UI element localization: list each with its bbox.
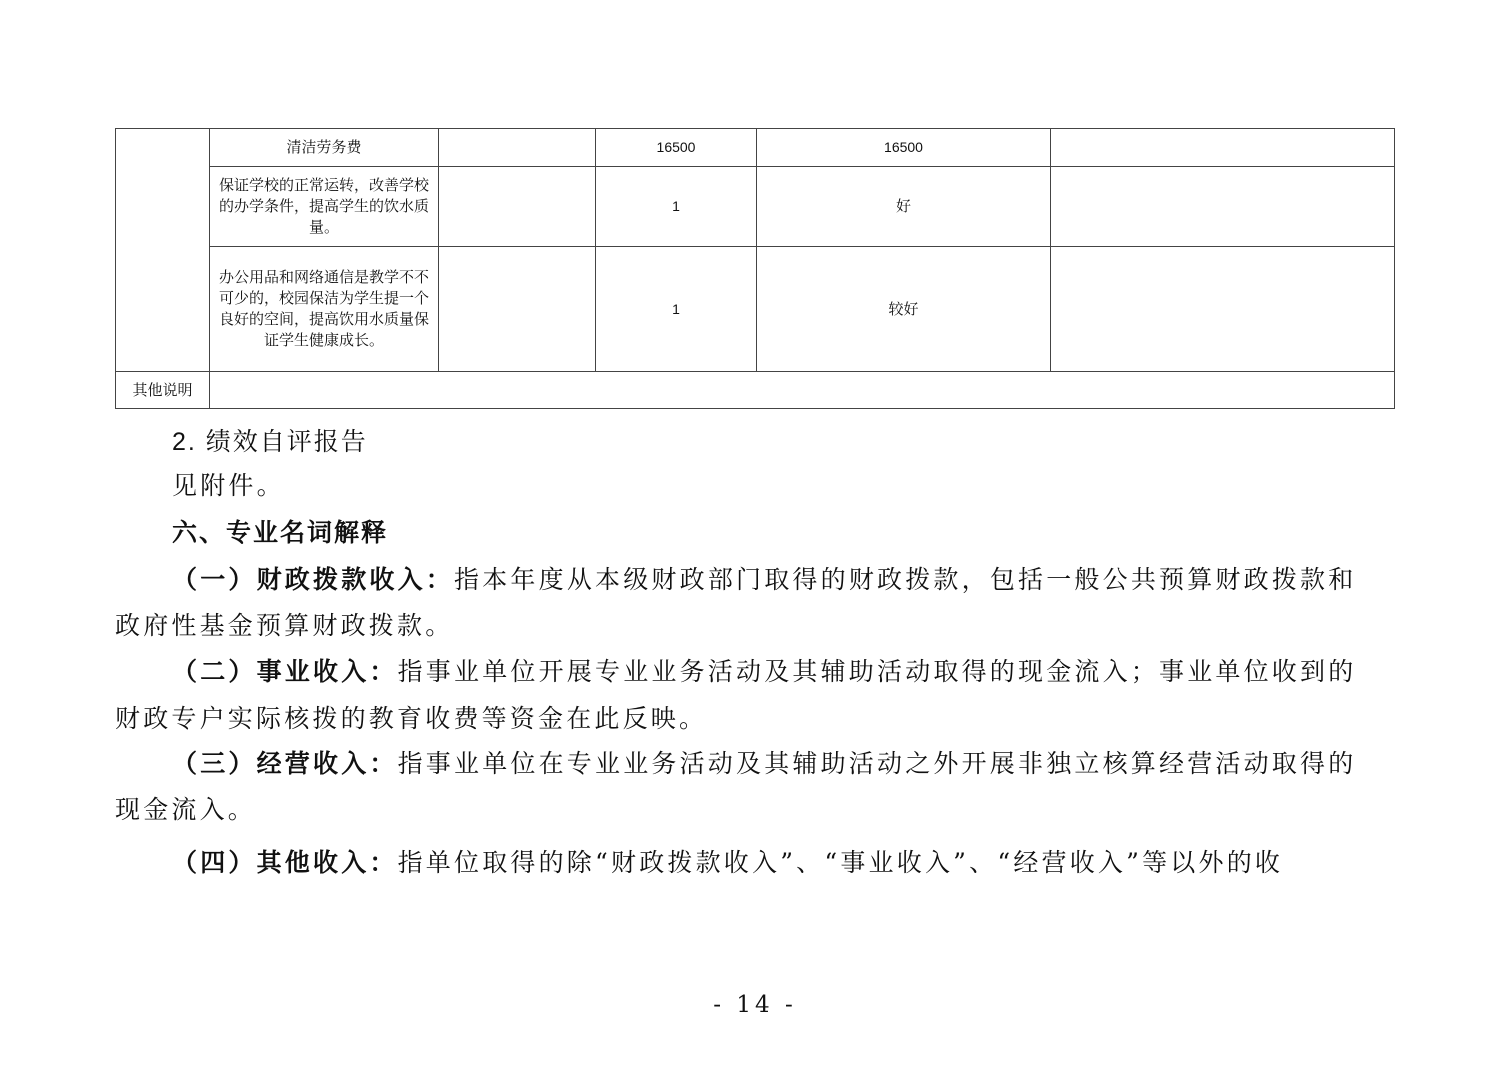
glossary-item-3-line-1 — [172, 744, 1356, 780]
glossary-item-1-line-1 — [172, 560, 1356, 596]
indicator-cell: 清洁劳务费 — [210, 129, 439, 167]
table-row — [116, 247, 1395, 372]
table-row — [116, 167, 1395, 247]
table-cell — [439, 129, 596, 167]
actual-value-cell: 16500 — [757, 129, 1051, 167]
glossary-item-2-line-1 — [172, 652, 1356, 688]
section-heading-self-evaluation: 2. 绩效自评报告 — [172, 428, 368, 456]
target-value-cell: 16500 — [596, 129, 757, 167]
other-notes-value — [210, 372, 1395, 409]
page-number: - 14 - — [713, 992, 797, 1018]
glossary-item-4-line-1 — [172, 843, 1283, 879]
glossary-term: （三）经营收入： — [172, 749, 398, 778]
performance-table — [115, 128, 1395, 409]
note-cell — [1051, 167, 1395, 247]
table-cell — [439, 247, 596, 372]
glossary-term: （二）事业收入： — [172, 657, 398, 686]
glossary-definition: 指单位取得的除“财政拨款收入”、“事业收入”、“经营收入”等以外的收 — [397, 848, 1284, 877]
glossary-item-1-line-2: 政府性基金预算财政拨款。 — [115, 611, 454, 640]
attachment-note: 见附件。 — [172, 471, 285, 500]
glossary-item-2-line-2: 财政专户实际核拨的教育收费等资金在此反映。 — [115, 704, 708, 733]
target-value-cell: 1 — [596, 167, 757, 247]
glossary-term: （四）其他收入： — [172, 848, 398, 877]
glossary-definition: 指事业单位在专业业务活动及其辅助活动之外开展非独立核算经营活动取得的 — [397, 749, 1357, 778]
actual-value-cell: 较好 — [757, 247, 1051, 372]
indicator-cell: 办公用品和网络通信是教学不不可少的，校园保洁为学生提一个良好的空间，提高饮用水质量保证学生健康成长。 — [210, 247, 439, 372]
target-value-cell: 1 — [596, 247, 757, 372]
note-cell — [1051, 129, 1395, 167]
indicator-cell: 保证学校的正常运转，改善学校的办学条件，提高学生的饮水质量。 — [210, 167, 439, 247]
table-row — [116, 129, 1395, 167]
table-cell — [439, 167, 596, 247]
glossary-definition: 指事业单位开展专业业务活动及其辅助活动取得的现金流入；事业单位收到的 — [397, 657, 1357, 686]
table-row — [116, 372, 1395, 409]
glossary-definition: 指本年度从本级财政部门取得的财政拨款，包括一般公共预算财政拨款和 — [454, 565, 1357, 594]
note-cell — [1051, 247, 1395, 372]
actual-value-cell: 好 — [757, 167, 1051, 247]
glossary-term: （一）财政拨款收入： — [172, 565, 455, 594]
section-heading-glossary: 六、专业名词解释 — [172, 519, 389, 547]
glossary-item-3-line-2: 现金流入。 — [115, 795, 257, 824]
other-notes-label: 其他说明 — [116, 372, 210, 409]
table-cell-merged-left — [116, 129, 210, 372]
